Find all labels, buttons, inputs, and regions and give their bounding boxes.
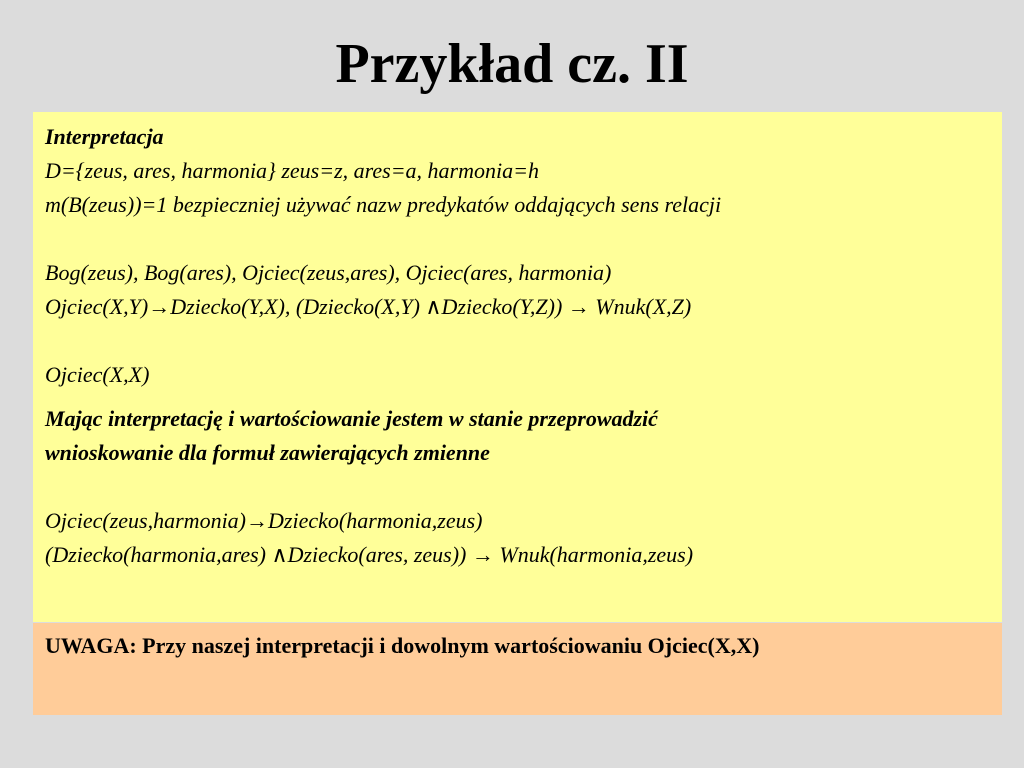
mapping-line: m(B(zeus))=1 bezpieczniej używać nazw predykatów oddających sens relacji: [45, 192, 722, 217]
derivation-line-1: Ojciec(zeus,harmonia)→Dziecko(harmonia,zeus): [45, 508, 483, 533]
interpretation-heading: Interpretacja: [45, 124, 164, 149]
note-box: [33, 623, 1002, 715]
content-box: [33, 112, 1002, 622]
spacer: [45, 222, 990, 256]
statement-line-2: wnioskowanie dla formuł zawierających zmienne: [45, 440, 490, 465]
formula-line: Ojciec(X,X): [45, 362, 150, 387]
rules-line: Ojciec(X,Y)→Dziecko(Y,X), (Dziecko(X,Y) ∧Dziecko(Y,Z)) → Wnuk(X,Z): [45, 294, 692, 319]
warning-note: UWAGA: Przy naszej interpretacji i dowolnym wartościowaniu Ojciec(X,X): [45, 633, 760, 658]
slide-title: Przykład cz. II: [335, 33, 689, 95]
derivation-line-2: (Dziecko(harmonia,ares) ∧Dziecko(ares, zeus)) → Wnuk(harmonia,zeus): [45, 542, 694, 567]
statement-line-1: Mając interpretację i wartościowanie jestem w stanie przeprowadzić: [45, 406, 658, 431]
domain-line: D={zeus, ares, harmonia} zeus=z, ares=a, harmonia=h: [45, 158, 539, 183]
spacer: [45, 470, 990, 504]
spacer: [45, 392, 990, 402]
spacer: [45, 324, 990, 358]
facts-line: Bog(zeus), Bog(ares), Ojciec(zeus,ares), Ojciec(ares, harmonia): [45, 260, 612, 285]
